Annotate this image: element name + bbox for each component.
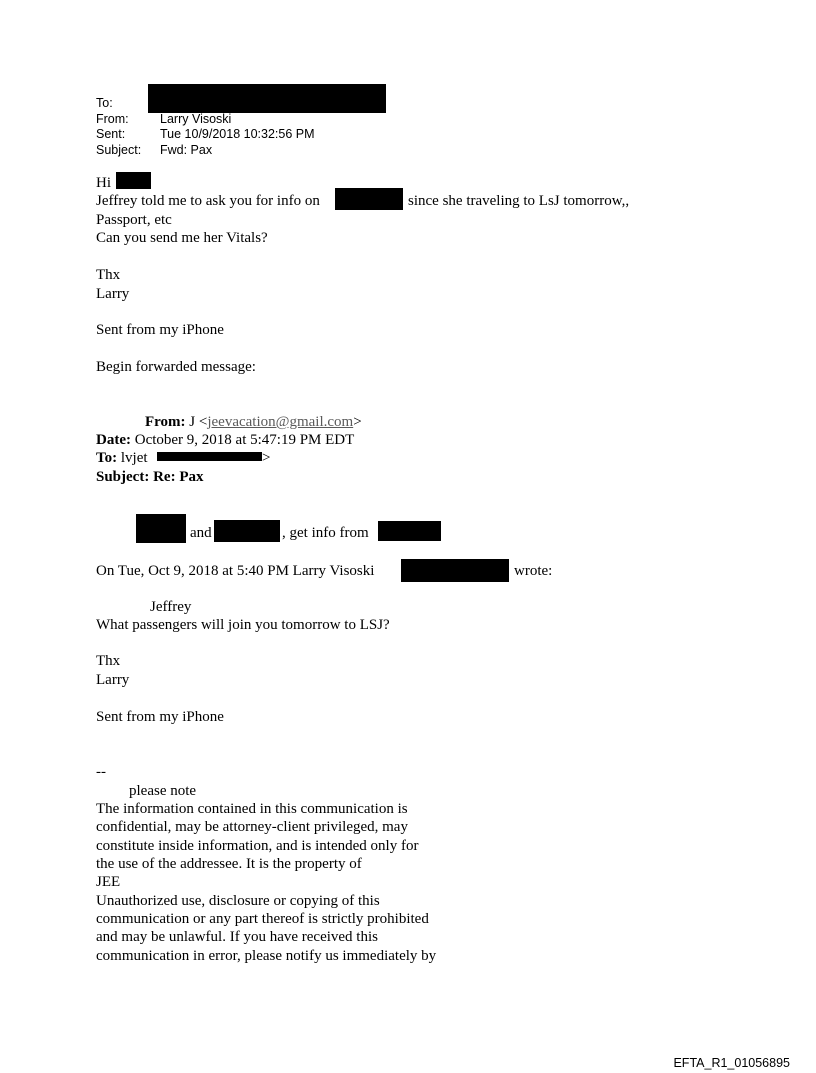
disclaimer-line: JEE bbox=[96, 874, 121, 890]
disclaimer-line: communication in error, please notify us immediately by bbox=[96, 948, 437, 964]
disclaimer-please-note: please note bbox=[129, 783, 197, 799]
fwd-date-value: October 9, 2018 at 5:47:19 PM EDT bbox=[134, 432, 355, 448]
to-label: To: bbox=[96, 96, 113, 110]
subject-value: Fwd: Pax bbox=[160, 143, 213, 157]
message-signature: Larry bbox=[96, 286, 130, 302]
redaction-sender-email bbox=[401, 559, 509, 582]
fwd-to-value: lvjet bbox=[120, 450, 148, 466]
redaction-reply-name-1 bbox=[136, 514, 186, 543]
fwd-date-label: Date: bbox=[96, 432, 131, 448]
quoted-question: What passengers will join you tomorrow to LSJ? bbox=[96, 617, 390, 633]
from-value: Larry Visoski bbox=[160, 112, 232, 126]
redaction-reply-name-2 bbox=[214, 520, 280, 542]
quoted-salutation: Jeffrey bbox=[150, 599, 192, 615]
message-line-1-end: since she traveling to LsJ tomorrow,, bbox=[408, 193, 630, 209]
fwd-to-close: > bbox=[262, 450, 271, 466]
message-line-3: Can you send me her Vitals? bbox=[96, 230, 268, 246]
message-line-1-start: Jeffrey told me to ask you for info on bbox=[96, 193, 320, 209]
sent-value: Tue 10/9/2018 10:32:56 PM bbox=[160, 127, 315, 141]
quoted-intro-end: wrote: bbox=[514, 563, 553, 579]
reply-and: and bbox=[190, 525, 212, 541]
reply-get-info: , get info from bbox=[282, 525, 369, 541]
message-thx: Thx bbox=[96, 267, 121, 283]
fwd-from-line bbox=[145, 413, 362, 431]
fwd-subject-line bbox=[96, 468, 203, 486]
fwd-to-label: To: bbox=[96, 450, 118, 466]
disclaimer-line: and may be unlawful. If you have received this bbox=[96, 929, 378, 945]
message-sent-from: Sent from my iPhone bbox=[96, 322, 224, 338]
fwd-from-label: From: bbox=[145, 414, 186, 430]
from-label: From: bbox=[96, 112, 129, 126]
disclaimer-line: the use of the addressee. It is the property of bbox=[96, 856, 362, 872]
fwd-subject-value: Re: Pax bbox=[153, 469, 204, 485]
quoted-signature: Larry bbox=[96, 672, 130, 688]
disclaimer-line: constitute inside information, and is intended only for bbox=[96, 838, 419, 854]
fwd-from-name: J < bbox=[189, 414, 208, 430]
disclaimer-line: communication or any part thereof is strictly prohibited bbox=[96, 911, 429, 927]
fwd-subject-label: Subject: bbox=[96, 469, 150, 485]
disclaimer-line: confidential, may be attorney-client privileged, may bbox=[96, 819, 408, 835]
sent-label: Sent: bbox=[96, 127, 126, 141]
redaction-to-email bbox=[157, 452, 262, 461]
document-id: EFTA_R1_01056895 bbox=[673, 1056, 790, 1070]
disclaimer-line: The information contained in this communication is bbox=[96, 801, 408, 817]
subject-label: Subject: bbox=[96, 143, 142, 157]
fwd-date-line bbox=[96, 431, 354, 449]
redaction-passenger-name bbox=[335, 188, 403, 210]
fwd-to-line bbox=[96, 449, 148, 467]
begin-forwarded: Begin forwarded message: bbox=[96, 359, 256, 375]
disclaimer-dashes: -- bbox=[96, 764, 106, 780]
redaction-to bbox=[148, 84, 386, 113]
redaction-reply-name-3 bbox=[378, 521, 441, 541]
disclaimer-line: Unauthorized use, disclosure or copying of this bbox=[96, 893, 380, 909]
quoted-intro-start: On Tue, Oct 9, 2018 at 5:40 PM Larry Visoski bbox=[96, 563, 375, 579]
quoted-sent-from: Sent from my iPhone bbox=[96, 709, 224, 725]
message-line-2: Passport, etc bbox=[96, 212, 172, 228]
quoted-thx: Thx bbox=[96, 653, 121, 669]
fwd-from-email-link[interactable]: jeevacation@gmail.com bbox=[207, 414, 354, 430]
redaction-greeting-name bbox=[116, 172, 151, 189]
fwd-from-close: > bbox=[353, 414, 362, 430]
greeting: Hi bbox=[96, 175, 111, 191]
